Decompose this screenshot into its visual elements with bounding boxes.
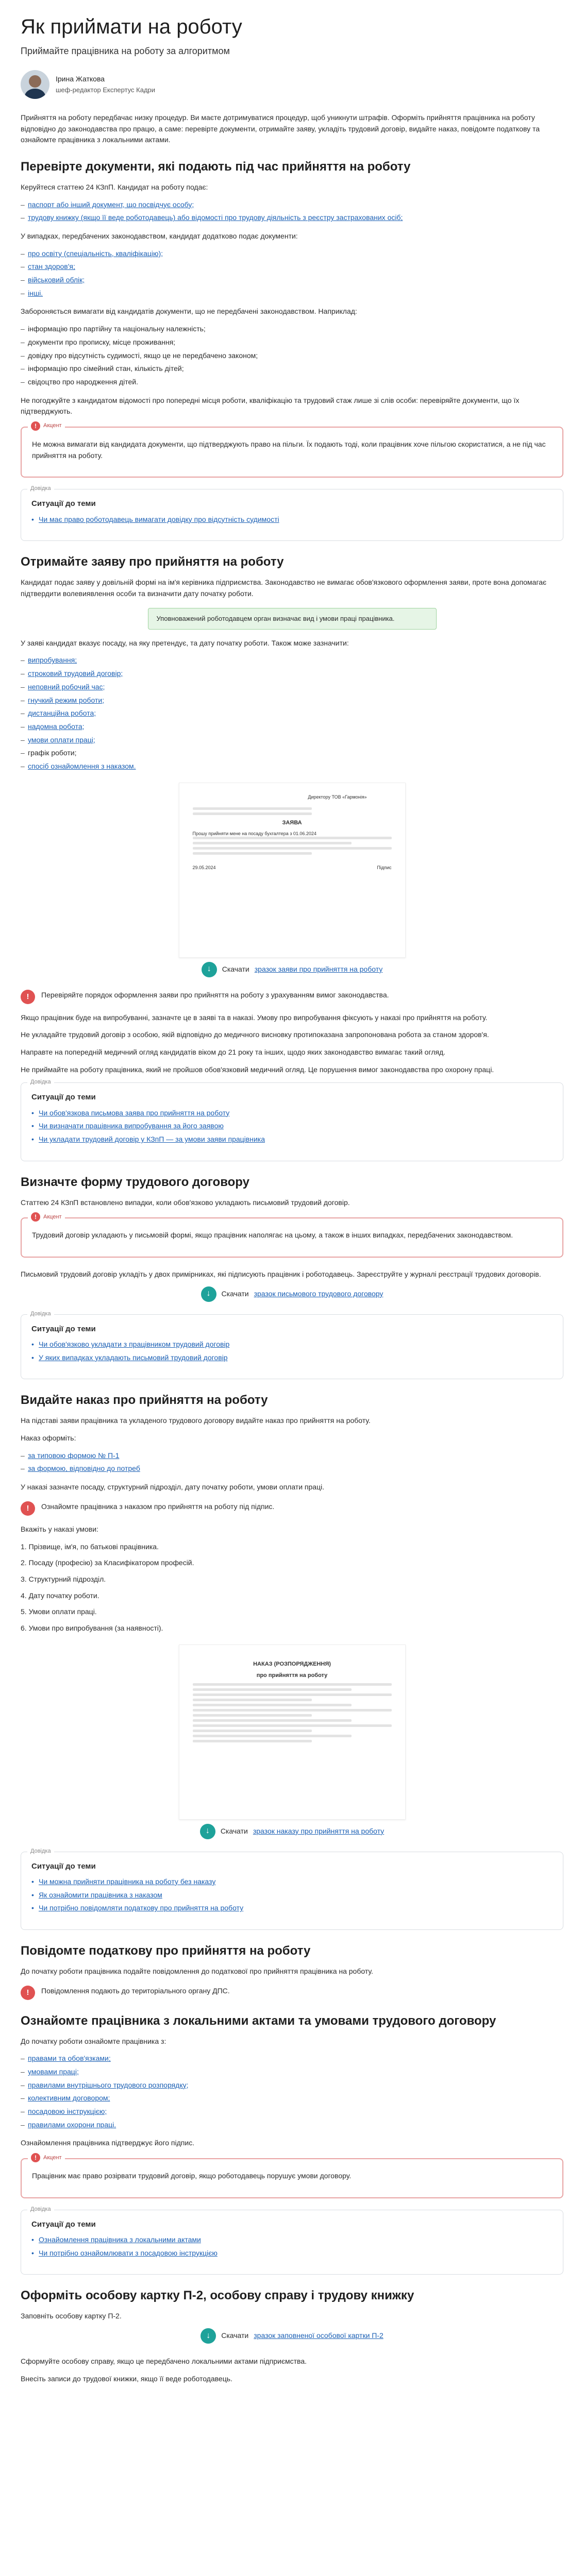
situation-link[interactable]: • Як ознайомити працівника з наказом <box>31 1890 553 1901</box>
paragraph: Письмовий трудовий договір укладіть у двох примірниках, які підписують працівник і роботодавець. Зареєструйте у журналі реєстрації трудових договорів. <box>21 1270 541 1279</box>
situations-title: Ситуації до теми <box>31 499 96 509</box>
order-steps <box>21 1541 563 1634</box>
list-item: – свідоцтво про народження дітей. <box>21 377 563 388</box>
list-item[interactable]: – правами та обов'язками; <box>21 2053 563 2064</box>
list-item: – графік роботи; <box>21 748 563 759</box>
list-item[interactable]: – гнучкий режим роботи; <box>21 695 563 706</box>
list-item[interactable]: – за типовою формою № П-1 <box>21 1450 563 1462</box>
doc-sign: Підпис <box>377 865 392 871</box>
paragraph: У випадках, передбачених законодавством, кандидат додатково подає документи: <box>21 232 298 241</box>
list-item: 3. Структурний підрозділ. <box>21 1574 106 1583</box>
paragraph: Внесіть записи до трудової книжки, якщо її веде роботодавець. <box>21 2374 232 2383</box>
tip-block <box>21 990 563 1004</box>
exclamation-circle-icon: ! <box>21 990 35 1004</box>
paragraph: Не приймайте на роботу працівника, який не пройшов обов'язковий медичний огляд. Це порушення вимог законодавства про охорону праці. <box>21 1065 494 1074</box>
tip-text: Повідомлення подають до територіального органу ДПС. <box>41 1986 230 1995</box>
situations-label: Довідка <box>27 1847 54 1856</box>
section-heading-documents: Перевірте документи, які подають під час прийняття на роботу <box>21 159 411 174</box>
paragraph: До початку роботи працівника подайте повідомлення до податкової про прийняття працівника на роботу. <box>21 1967 373 1975</box>
download-order[interactable]: ↓ Скачати зразок наказу про прийняття на роботу <box>21 1824 563 1839</box>
paragraph: Направте на попередній медичний огляд кандидатів віком до 21 року та інших, щодо яких законодавство вимагає такий огляд. <box>21 1048 446 1057</box>
download-icon[interactable]: ↓ <box>202 962 217 977</box>
situation-link[interactable]: • Чи потрібно повідомляти податкову про прийняття на роботу <box>31 1903 553 1914</box>
situations-box <box>21 2206 563 2275</box>
list-item: 4. Дату початку роботи. <box>21 1591 99 1600</box>
tip-text: Ознайомте працівника з наказом про прийняття на роботу під підпис. <box>41 1502 275 1511</box>
paragraph: Наказ оформіть: <box>21 1434 76 1443</box>
exclamation-circle-icon: ! <box>21 1501 35 1516</box>
download-icon[interactable]: ↓ <box>200 1824 215 1839</box>
doc-header: Директору ТОВ «Гармонія» <box>308 794 367 800</box>
doc-subtitle: про прийняття на роботу <box>256 1672 328 1679</box>
author-role: шеф-редактор Експертус Кадри <box>56 86 156 94</box>
situations-title: Ситуації до теми <box>31 1093 96 1102</box>
list-item[interactable]: – про освіту (спеціальність, кваліфікацію); <box>21 248 563 260</box>
section-heading-order: Видайте наказ про прийняття на роботу <box>21 1393 268 1408</box>
paragraph: Сформуйте особову справу, якщо це передбачено локальними актами підприємства. <box>21 2357 307 2366</box>
list-item[interactable]: – посадовою інструкцією; <box>21 2106 563 2117</box>
warning-text: Не можна вимагати від кандидата документи, що підтверджують право на пільги. Їх подають тоді, коли працівник хоче пільгою скористатися, а не під час прийняття на роботу. <box>32 439 546 460</box>
list-item[interactable]: – умовами праці; <box>21 2066 563 2078</box>
situations-box <box>21 1848 563 1930</box>
list-item[interactable]: – правилами охорони праці. <box>21 2120 563 2131</box>
download-card[interactable]: ↓ Скачати зразок заповненої особової картки П-2 <box>21 2328 563 2344</box>
list-acquaint <box>21 2053 563 2130</box>
doc-text: Прошу прийняти мене на посаду бухгалтера з 01.06.2024 <box>192 831 316 836</box>
paragraph: До початку роботи ознайомте працівника з: <box>21 2037 166 2045</box>
green-note: Уповноважений роботодавцем орган визначає вид і умови праці працівника. <box>148 608 437 630</box>
paragraph: На підставі заяви працівника та укладеного трудового договору видайте наказ про прийняття на роботу. <box>21 1416 371 1425</box>
situations-label: Довідка <box>27 484 54 493</box>
situation-link[interactable]: • Чи можна прийняти працівника на роботу без наказу <box>31 1876 553 1888</box>
author-name[interactable]: Ірина Жаткова <box>56 74 105 83</box>
list-item[interactable]: – дистанційна робота; <box>21 708 563 719</box>
download-icon[interactable]: ↓ <box>201 2328 216 2344</box>
situations-title: Ситуації до теми <box>31 1861 96 1871</box>
list-item[interactable]: – правилами внутрішнього трудового розпорядку; <box>21 2080 563 2091</box>
doc-title: НАКАЗ (РОЗПОРЯДЖЕННЯ) <box>253 1660 331 1667</box>
download-icon[interactable]: ↓ <box>201 1286 216 1302</box>
paragraph: Не погоджуйте з кандидатом відомості про попередні місця роботи, кваліфікацію та трудовий стаж лише зі слів особи: перевіряйте документи, що їх підтверджують. <box>21 396 520 416</box>
tip-text: Перевіряйте порядок оформлення заяви про прийняття на роботу з урахуванням вимог законодавства. <box>41 990 389 999</box>
section-heading-contract-form: Визначте форму трудового договору <box>21 1175 249 1189</box>
list-item: – інформацію про партійну та національну належність; <box>21 324 563 335</box>
situation-link[interactable]: • У яких випадках укладають письмовий трудовий договір <box>31 1352 553 1364</box>
situations-label: Довідка <box>27 2205 54 2214</box>
list-item: 5. Умови оплати праці. <box>21 1607 97 1616</box>
section-heading-tax: Повідомте податкову про прийняття на роботу <box>21 1943 311 1958</box>
exclamation-icon: ! <box>31 1212 40 1222</box>
paragraph: Ознайомлення працівника підтверджує його підпис. <box>21 2139 195 2147</box>
situations-label: Довідка <box>27 1078 54 1087</box>
list-item: – документи про прописку, місце проживання; <box>21 337 563 348</box>
list-item: 1. Прізвище, ім'я, по батькові працівника. <box>21 1542 159 1551</box>
situation-link[interactable]: • Чи обов'язково укладати з працівником трудовий договір <box>31 1339 553 1350</box>
warning-box <box>21 2154 563 2198</box>
paragraph: Забороняється вимагати від кандидатів документи, що не передбачені законодавством. Наприклад: <box>21 307 357 316</box>
warning-box <box>21 1213 563 1258</box>
situations-title: Ситуації до теми <box>31 2219 96 2229</box>
paragraph: Якщо працівник буде на випробуванні, зазначте це в заяві та в наказі. Умову про випробування фіксують у наказі про прийняття на роботу. <box>21 1013 488 1022</box>
situation-link[interactable]: • Чи укладати трудовий договір у КЗпП — за умови заяви працівника <box>31 1134 553 1145</box>
page-title: Як приймати на роботу <box>21 15 242 38</box>
list-item[interactable]: – стан здоров'я; <box>21 261 563 273</box>
list-item[interactable]: – спосіб ознайомлення з наказом. <box>21 761 563 772</box>
download-link[interactable]: зразок заяви про прийняття на роботу <box>254 964 383 973</box>
situations-box <box>21 485 563 541</box>
situations-label: Довідка <box>27 1310 54 1318</box>
download-link[interactable]: зразок письмового трудового договору <box>254 1289 383 1298</box>
warning-tag: ! Акцент <box>28 1212 65 1222</box>
list-item[interactable]: – інші. <box>21 288 563 299</box>
situations-box <box>21 1079 563 1161</box>
author-block <box>21 70 563 99</box>
list-item[interactable]: – надомна робота; <box>21 721 563 733</box>
list-required-docs <box>21 199 563 224</box>
list-item: – інформацію про сімейний стан, кількість дітей; <box>21 363 563 375</box>
paragraph: Кандидат подає заяву у довільній формі на ім'я керівника підприємства. Законодавство не вимагає обов'язкового оформлення заяви, проте вона допомагає підтвердити волевиявлення особи та визначити дату початку роботи. <box>21 578 547 598</box>
list-item[interactable]: – паспорт або інший документ, що посвідчує особу; <box>21 199 563 211</box>
doc-title: ЗАЯВА <box>282 820 302 826</box>
list-item[interactable]: – за формою, відповідно до потреб <box>21 1463 563 1475</box>
situation-link[interactable]: • Чи визначати працівника випробування за його заявою <box>31 1121 553 1132</box>
section-heading-personal-card: Оформіть особову картку П-2, особову справу і трудову книжку <box>21 2289 414 2303</box>
warning-text: Трудовий договір укладають у письмовій формі, якщо працівник наполягає на цьому, а також в інших випадках, передбачених законодавством. <box>32 1231 513 1240</box>
download-contract[interactable]: ↓ Скачати зразок письмового трудового договору <box>21 1286 563 1302</box>
list-item[interactable]: – військовий облік; <box>21 275 563 286</box>
avatar <box>21 70 49 99</box>
paragraph: У заяві кандидат вказує посаду, на яку претендує, та дату початку роботи. Також може зазначити: <box>21 638 349 647</box>
list-item[interactable]: – неповний робочий час; <box>21 682 563 693</box>
exclamation-icon: ! <box>31 421 40 431</box>
exclamation-icon: ! <box>31 2153 40 2162</box>
warning-tag: ! Акцент <box>28 421 65 431</box>
download-application[interactable]: ↓ Скачати зразок заяви про прийняття на роботу <box>21 962 563 977</box>
list-item: – довідку про відсутність судимості, якщо це не передбачено законом; <box>21 350 563 362</box>
paragraph: Статтею 24 КЗпП встановлено випадки, коли обов'язково укладають письмовий трудовий договір. <box>21 1198 350 1207</box>
list-item[interactable]: – умови оплати праці; <box>21 735 563 746</box>
order-sample-image[interactable] <box>179 1645 406 1820</box>
paragraph: Керуйтеся статтею 24 КЗпП. Кандидат на роботу подає: <box>21 182 208 191</box>
situation-link[interactable]: • Ознайомлення працівника з локальними актами <box>31 2234 553 2246</box>
list-item: 2. Посаду (професію) за Класифікатором професій. <box>21 1558 194 1567</box>
list-item[interactable]: – строковий трудовий договір; <box>21 668 563 680</box>
list-order-forms <box>21 1450 563 1475</box>
tip-block <box>21 1986 563 2000</box>
list-extra-docs <box>21 248 563 299</box>
download-link[interactable]: зразок наказу про прийняття на роботу <box>253 1826 385 1835</box>
situations-title: Ситуації до теми <box>31 1324 96 1333</box>
paragraph: У наказі зазначте посаду, структурний підрозділ, дату початку роботи, умови оплати праці. <box>21 1483 325 1492</box>
paragraph: Не укладайте трудовий договір з особою, якій відповідно до медичного висновку протипоказана запропонована робота за станом здоров'я. <box>21 1030 489 1039</box>
situation-link[interactable]: • Чи обов'язкова письмова заява про прийняття на роботу <box>31 1108 553 1119</box>
list-application-fields <box>21 655 563 772</box>
exclamation-circle-icon: ! <box>21 1986 35 2000</box>
paragraph: Вкажіть у наказі умови: <box>21 1524 98 1533</box>
warning-tag: ! Акцент <box>28 2153 65 2162</box>
list-item: 6. Умови про випробування (за наявності). <box>21 1623 163 1632</box>
situation-link[interactable]: • Чи потрібно ознайомлювати з посадовою інструкцією <box>31 2248 553 2259</box>
intro-paragraph: Прийняття на роботу передбачає низку процедур. Ви маєте дотримуватися процедур, щоб уникнути штрафів. Оформіть прийняття працівника на роботу відповідно до законодавства про працю, а саме: перевірте документи, отримайте заяву, укладіть трудовий договір, видайте наказ, повідомте податкову та ознайомте працівника з локальними актами. <box>21 113 540 144</box>
situations-box <box>21 1310 563 1380</box>
list-item[interactable]: – колективним договором; <box>21 2093 563 2104</box>
list-forbidden-docs <box>21 324 563 387</box>
article-lead: Приймайте працівника на роботу за алгоритмом <box>21 46 230 56</box>
warning-box <box>21 422 563 478</box>
application-sample-image[interactable] <box>179 783 406 958</box>
list-item[interactable]: – випробування; <box>21 655 563 666</box>
warning-text: Працівник має право розірвати трудовий договір, якщо роботодавець порушує умови договору. <box>32 2172 352 2180</box>
paragraph: Заповніть особову картку П-2. <box>21 2312 122 2320</box>
tip-block <box>21 1501 563 1516</box>
section-heading-application: Отримайте заяву про прийняття на роботу <box>21 555 284 569</box>
download-link[interactable]: зразок заповненої особової картки П-2 <box>254 2331 383 2340</box>
doc-date: 29.05.2024 <box>192 865 216 871</box>
list-item[interactable]: – трудову книжку (якщо її веде роботодавець) або відомості про трудову діяльність з реєстру застрахованих осіб; <box>21 212 563 224</box>
section-heading-acquaint: Ознайомте працівника з локальними актами та умовами трудового договору <box>21 2013 496 2028</box>
situation-link[interactable]: • Чи має право роботодавець вимагати довідку про відсутність судимості <box>31 514 553 526</box>
